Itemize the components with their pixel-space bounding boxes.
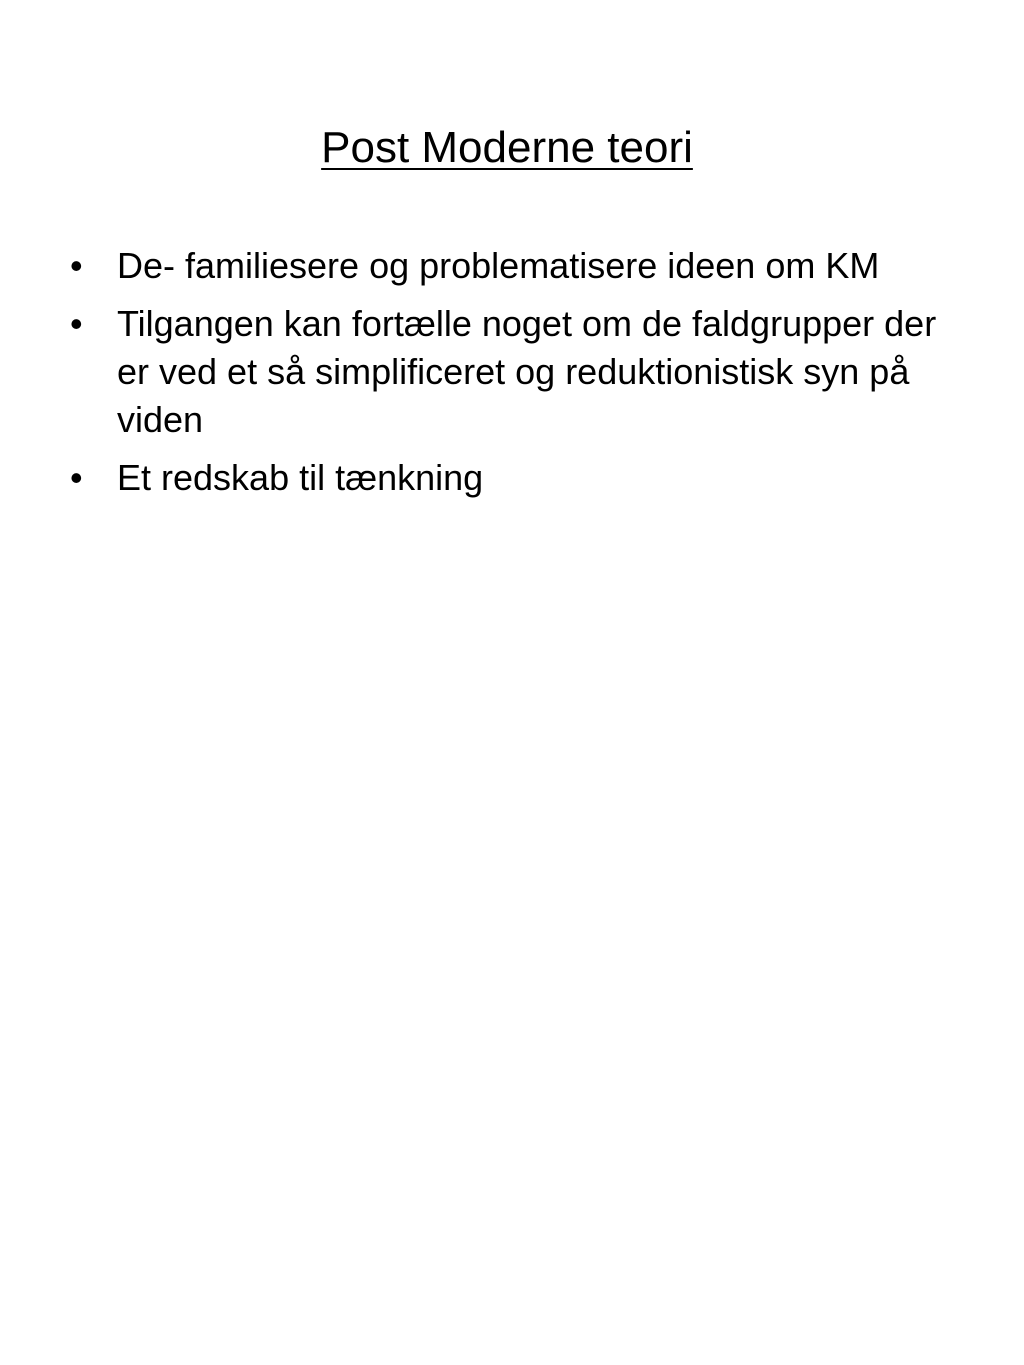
bullet-icon: • xyxy=(70,245,83,286)
bullet-icon: • xyxy=(70,303,83,344)
bullet-text: De- familiesere og problematisere ideen om KM xyxy=(117,245,880,286)
slide-title: Post Moderne teori xyxy=(321,123,693,172)
bullet-text: Tilgangen kan fortælle noget om de faldgrupper der er ved et så simplificeret og reduktionistisk syn på viden xyxy=(117,303,937,440)
bullet-item xyxy=(70,300,950,444)
bullet-list xyxy=(70,242,950,512)
bullet-item xyxy=(70,454,950,502)
bullet-text: Et redskab til tænkning xyxy=(117,457,484,498)
bullet-item xyxy=(70,242,950,290)
bullet-icon: • xyxy=(70,457,83,498)
